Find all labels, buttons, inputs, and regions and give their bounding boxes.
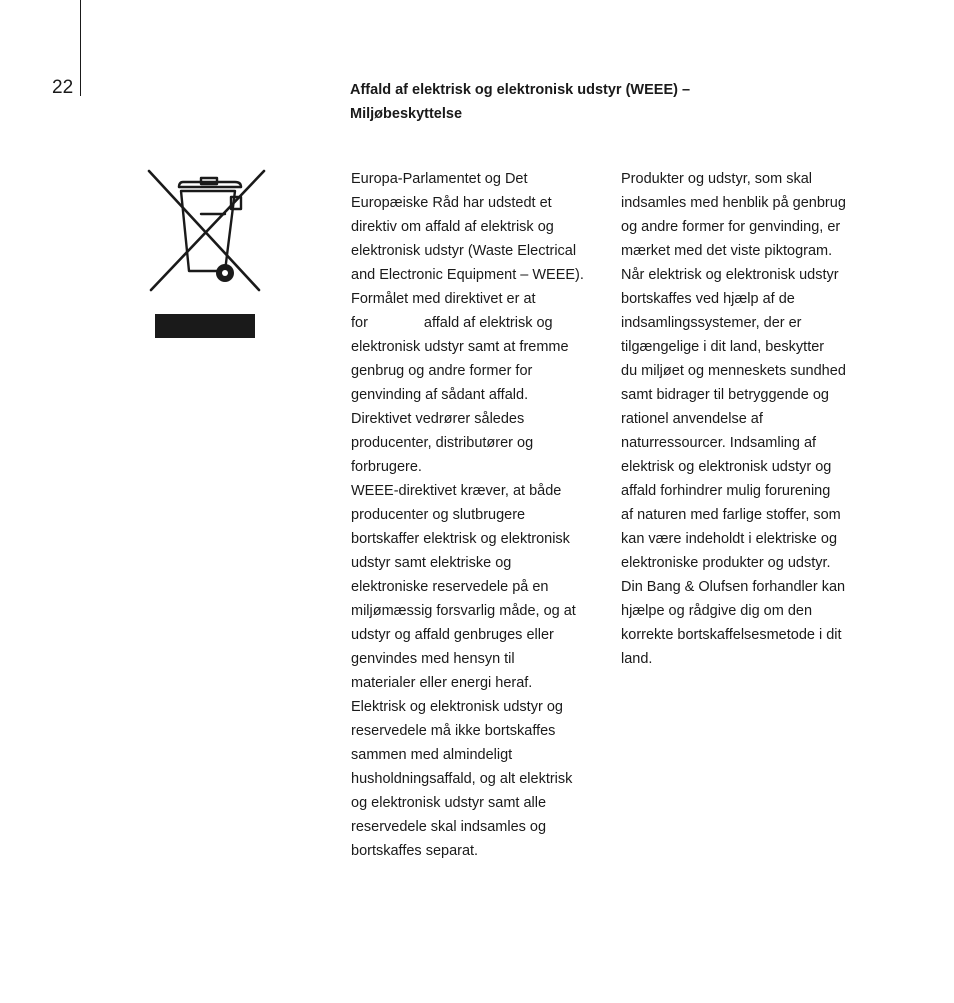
text-line: direktiv om affald af elektrisk og (351, 219, 554, 235)
text-line: indsamlingssystemer, der er (621, 315, 802, 331)
black-underline-bar (155, 314, 255, 338)
text-line: producenter og slutbrugere (351, 507, 526, 523)
text-line: husholdningsaffald, og alt elektrisk (351, 771, 573, 787)
text-line: udstyr og affald genbruges eller (351, 627, 554, 643)
text-fragment: affald af elektrisk og (423, 315, 553, 331)
text-line: du miljøet og menneskets sundhed (621, 363, 846, 379)
text-line: genvindes med hensyn til (351, 651, 515, 667)
text-line: and Electronic Equipment – WEEE). (351, 267, 584, 283)
text-line: bortskaffes ved hjælp af de (621, 291, 795, 307)
text-line: hjælpe og rådgive dig om den (621, 603, 813, 619)
text-line: Formålet med direktivet er at (351, 291, 536, 307)
text-line: genvinding af sådant affald. (351, 387, 529, 403)
text-line: producenter, distributører og (351, 435, 534, 451)
text-line: materialer eller energi heraf. (351, 675, 533, 691)
page-heading (350, 78, 770, 126)
text-line: miljømæssig forsvarlig måde, og at (351, 603, 576, 619)
text-line: elektroniske reservedele på en (351, 579, 549, 595)
heading-line-1: Affald af elektrisk og elektronisk udstyr (WEEE) – (350, 82, 691, 98)
crossed-out-wheeled-bin-icon (145, 168, 267, 294)
text-line: genbrug og andre former for (351, 363, 533, 379)
text-line: mærket med det viste piktogram. (621, 243, 833, 259)
text-line: Direktivet vedrører således (351, 411, 525, 427)
text-line: samt bidrager til betryggende og (621, 387, 829, 403)
text-line: elektronisk udstyr samt at fremme (351, 339, 569, 355)
text-line: Din Bang & Olufsen forhandler kan (621, 579, 846, 595)
heading-line-2: Miljøbeskyttelse (350, 106, 463, 122)
text-line: elektroniske produkter og udstyr. (621, 555, 831, 571)
text-line: bortskaffes separat. (351, 843, 479, 859)
text-line: affald forhindrer mulig forurening (621, 483, 831, 499)
text-line: og andre former for genvinding, er (621, 219, 841, 235)
text-line: Europa-Parlamentet og Det (351, 171, 528, 187)
text-line: elektrisk og elektronisk udstyr og (621, 459, 832, 475)
page-number: 22 (52, 77, 74, 98)
text-line: udstyr samt elektriske og (351, 555, 512, 571)
text-line-with-gap (351, 311, 607, 335)
page-margin-rule (80, 0, 81, 96)
text-line: kan være indeholdt i elektriske og (621, 531, 838, 547)
text-line: naturressourcer. Indsamling af (621, 435, 817, 451)
text-line: tilgængelige i dit land, beskytter (621, 339, 825, 355)
text-line: Europæiske Råd har udstedt et (351, 195, 552, 211)
text-line: land. (621, 651, 653, 667)
text-line: Elektrisk og elektronisk udstyr og (351, 699, 563, 715)
text-line: indsamles med henblik på genbrug (621, 195, 846, 211)
text-line: af naturen med farlige stoffer, som (621, 507, 841, 523)
text-line: reservedele må ikke bortskaffes (351, 723, 556, 739)
text-line: reservedele skal indsamles og (351, 819, 547, 835)
text-column-left (351, 167, 607, 863)
text-column-right (621, 167, 877, 671)
text-line: Produkter og udstyr, som skal (621, 171, 812, 187)
text-line: Når elektrisk og elektronisk udstyr (621, 267, 839, 283)
text-line: forbrugere. (351, 459, 422, 475)
text-line: bortskaffer elektrisk og elektronisk (351, 531, 570, 547)
text-line: sammen med almindeligt (351, 747, 513, 763)
text-line: korrekte bortskaffelsesmetode i dit (621, 627, 842, 643)
text-line: og elektronisk udstyr samt alle (351, 795, 547, 811)
text-fragment: for (351, 315, 368, 331)
text-line: rationel anvendelse af (621, 411, 763, 427)
text-line: WEEE-direktivet kræver, at både (351, 483, 562, 499)
text-line: elektronisk udstyr (Waste Electrical (351, 243, 577, 259)
